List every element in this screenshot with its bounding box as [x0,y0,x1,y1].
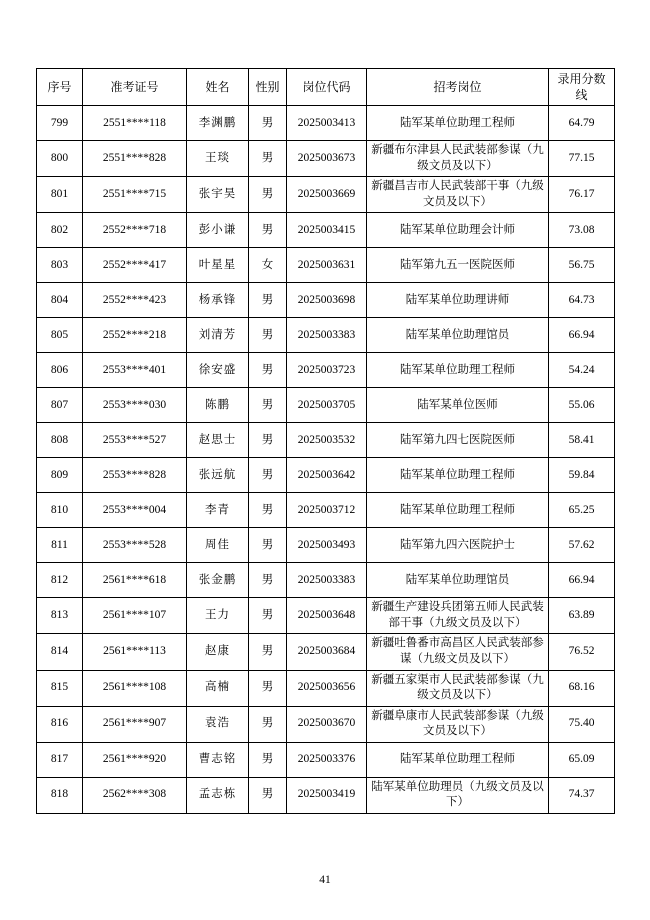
cell-score-line: 57.62 [549,528,615,563]
table-row [37,634,615,670]
column-header-post-code: 岗位代码 [287,69,367,106]
table-row [37,706,615,742]
cell-post: 新疆布尔津县人民武装部参谋（九级文员及以下） [367,141,549,177]
table-row [37,141,615,177]
cell-admission-card: 2553****004 [83,493,187,528]
cell-post-code: 2025003673 [287,141,367,177]
cell-post: 新疆昌吉市人民武装部干事（九级文员及以下） [367,177,549,213]
cell-sex: 男 [249,563,287,598]
column-header-score-line: 录用分数线 [549,69,615,106]
cell-post-code: 2025003712 [287,493,367,528]
cell-admission-card: 2552****423 [83,283,187,318]
cell-sex: 男 [249,388,287,423]
table-row [37,423,615,458]
cell-post-code: 2025003656 [287,670,367,706]
table-row [37,283,615,318]
cell-post-code: 2025003376 [287,742,367,777]
cell-post-code: 2025003532 [287,423,367,458]
cell-score-line: 76.17 [549,177,615,213]
cell-sex: 男 [249,742,287,777]
cell-sex: 男 [249,777,287,813]
cell-name: 彭小谦 [187,213,249,248]
cell-admission-card: 2561****108 [83,670,187,706]
cell-seq: 803 [37,248,83,283]
cell-seq: 808 [37,423,83,458]
cell-name: 李青 [187,493,249,528]
recruitment-score-table [36,68,615,814]
table-row [37,248,615,283]
cell-post: 新疆阜康市人民武装部参谋（九级文员及以下） [367,706,549,742]
cell-post-code: 2025003723 [287,353,367,388]
cell-post-code: 2025003383 [287,563,367,598]
cell-post-code: 2025003642 [287,458,367,493]
table-row [37,458,615,493]
cell-seq: 816 [37,706,83,742]
cell-score-line: 63.89 [549,598,615,634]
cell-post: 新疆五家渠市人民武装部参谋（九级文员及以下） [367,670,549,706]
cell-name: 刘清芳 [187,318,249,353]
cell-seq: 801 [37,177,83,213]
cell-name: 赵思士 [187,423,249,458]
cell-sex: 男 [249,528,287,563]
cell-sex: 男 [249,106,287,141]
cell-admission-card: 2561****920 [83,742,187,777]
cell-post: 陆军某单位助理员（九级文员及以下） [367,777,549,813]
table-row [37,353,615,388]
table-row [37,106,615,141]
table-row [37,493,615,528]
cell-seq: 811 [37,528,83,563]
cell-score-line: 74.37 [549,777,615,813]
cell-name: 李渊鹏 [187,106,249,141]
cell-post: 陆军某单位助理工程师 [367,742,549,777]
table-row [37,777,615,813]
column-header-sex: 性别 [249,69,287,106]
cell-sex: 男 [249,706,287,742]
column-header-post: 招考岗位 [367,69,549,106]
cell-sex: 男 [249,283,287,318]
cell-score-line: 66.94 [549,563,615,598]
table-row [37,670,615,706]
cell-post: 陆军某单位助理工程师 [367,106,549,141]
cell-name: 张金鹏 [187,563,249,598]
cell-post: 陆军第九四七医院医师 [367,423,549,458]
cell-post-code: 2025003631 [287,248,367,283]
cell-post: 陆军某单位助理工程师 [367,353,549,388]
cell-score-line: 64.79 [549,106,615,141]
cell-admission-card: 2561****618 [83,563,187,598]
column-header-seq: 序号 [37,69,83,106]
table-row [37,598,615,634]
cell-seq: 802 [37,213,83,248]
cell-post-code: 2025003493 [287,528,367,563]
table-row [37,742,615,777]
table-row [37,563,615,598]
cell-score-line: 68.16 [549,670,615,706]
cell-score-line: 65.09 [549,742,615,777]
cell-admission-card: 2553****828 [83,458,187,493]
cell-score-line: 59.84 [549,458,615,493]
cell-seq: 804 [37,283,83,318]
cell-name: 张宇昊 [187,177,249,213]
cell-sex: 男 [249,353,287,388]
cell-post: 陆军某单位医师 [367,388,549,423]
cell-sex: 男 [249,634,287,670]
cell-post-code: 2025003670 [287,706,367,742]
cell-post-code: 2025003705 [287,388,367,423]
cell-score-line: 75.40 [549,706,615,742]
cell-seq: 799 [37,106,83,141]
cell-post: 陆军某单位助理讲师 [367,283,549,318]
cell-score-line: 56.75 [549,248,615,283]
cell-sex: 男 [249,177,287,213]
cell-admission-card: 2552****718 [83,213,187,248]
page-number: 41 [319,874,331,886]
cell-post-code: 2025003648 [287,598,367,634]
cell-seq: 810 [37,493,83,528]
cell-post: 陆军某单位助理工程师 [367,493,549,528]
cell-admission-card: 2551****118 [83,106,187,141]
column-header-admission-card: 准考证号 [83,69,187,106]
cell-post: 陆军某单位助理馆员 [367,318,549,353]
cell-post-code: 2025003684 [287,634,367,670]
cell-post: 新疆生产建设兵团第五师人民武装部干事（九级文员及以下） [367,598,549,634]
cell-score-line: 77.15 [549,141,615,177]
cell-sex: 男 [249,670,287,706]
cell-score-line: 73.08 [549,213,615,248]
cell-post: 陆军某单位助理馆员 [367,563,549,598]
cell-score-line: 54.24 [549,353,615,388]
cell-name: 张远航 [187,458,249,493]
cell-score-line: 65.25 [549,493,615,528]
cell-admission-card: 2552****417 [83,248,187,283]
cell-seq: 806 [37,353,83,388]
cell-seq: 812 [37,563,83,598]
cell-sex: 男 [249,141,287,177]
cell-post: 陆军第九五一医院医师 [367,248,549,283]
cell-seq: 800 [37,141,83,177]
cell-name: 叶星星 [187,248,249,283]
cell-score-line: 76.52 [549,634,615,670]
table-header [37,69,615,106]
table-row [37,177,615,213]
cell-sex: 男 [249,213,287,248]
cell-admission-card: 2552****218 [83,318,187,353]
cell-seq: 813 [37,598,83,634]
cell-post: 陆军某单位助理工程师 [367,458,549,493]
cell-post-code: 2025003413 [287,106,367,141]
cell-name: 王力 [187,598,249,634]
cell-sex: 男 [249,318,287,353]
cell-seq: 815 [37,670,83,706]
cell-post: 陆军某单位助理会计师 [367,213,549,248]
cell-post-code: 2025003698 [287,283,367,318]
cell-admission-card: 2553****527 [83,423,187,458]
table-header-row [37,69,615,106]
cell-admission-card: 2551****828 [83,141,187,177]
cell-seq: 805 [37,318,83,353]
cell-sex: 男 [249,458,287,493]
cell-post-code: 2025003383 [287,318,367,353]
table-row [37,528,615,563]
cell-name: 周佳 [187,528,249,563]
cell-seq: 817 [37,742,83,777]
cell-score-line: 58.41 [549,423,615,458]
cell-post-code: 2025003669 [287,177,367,213]
column-header-name: 姓名 [187,69,249,106]
cell-post: 陆军第九四六医院护士 [367,528,549,563]
table-body [37,106,615,813]
cell-name: 孟志栋 [187,777,249,813]
cell-admission-card: 2553****401 [83,353,187,388]
table-row [37,318,615,353]
table-row [37,388,615,423]
cell-post: 新疆吐鲁番市高昌区人民武装部参谋（九级文员及以下） [367,634,549,670]
cell-post-code: 2025003415 [287,213,367,248]
cell-name: 王琰 [187,141,249,177]
cell-name: 曹志铭 [187,742,249,777]
cell-admission-card: 2561****113 [83,634,187,670]
cell-score-line: 66.94 [549,318,615,353]
cell-score-line: 64.73 [549,283,615,318]
cell-sex: 女 [249,248,287,283]
cell-name: 陈鹏 [187,388,249,423]
cell-name: 袁浩 [187,706,249,742]
cell-name: 徐安盛 [187,353,249,388]
cell-admission-card: 2553****030 [83,388,187,423]
cell-name: 高楠 [187,670,249,706]
cell-sex: 男 [249,598,287,634]
cell-sex: 男 [249,423,287,458]
cell-admission-card: 2561****907 [83,706,187,742]
cell-seq: 814 [37,634,83,670]
cell-seq: 807 [37,388,83,423]
cell-admission-card: 2551****715 [83,177,187,213]
cell-admission-card: 2562****308 [83,777,187,813]
cell-name: 赵康 [187,634,249,670]
cell-post-code: 2025003419 [287,777,367,813]
cell-sex: 男 [249,493,287,528]
cell-seq: 818 [37,777,83,813]
cell-admission-card: 2561****107 [83,598,187,634]
cell-name: 杨承锋 [187,283,249,318]
table-row [37,213,615,248]
cell-admission-card: 2553****528 [83,528,187,563]
cell-score-line: 55.06 [549,388,615,423]
cell-seq: 809 [37,458,83,493]
